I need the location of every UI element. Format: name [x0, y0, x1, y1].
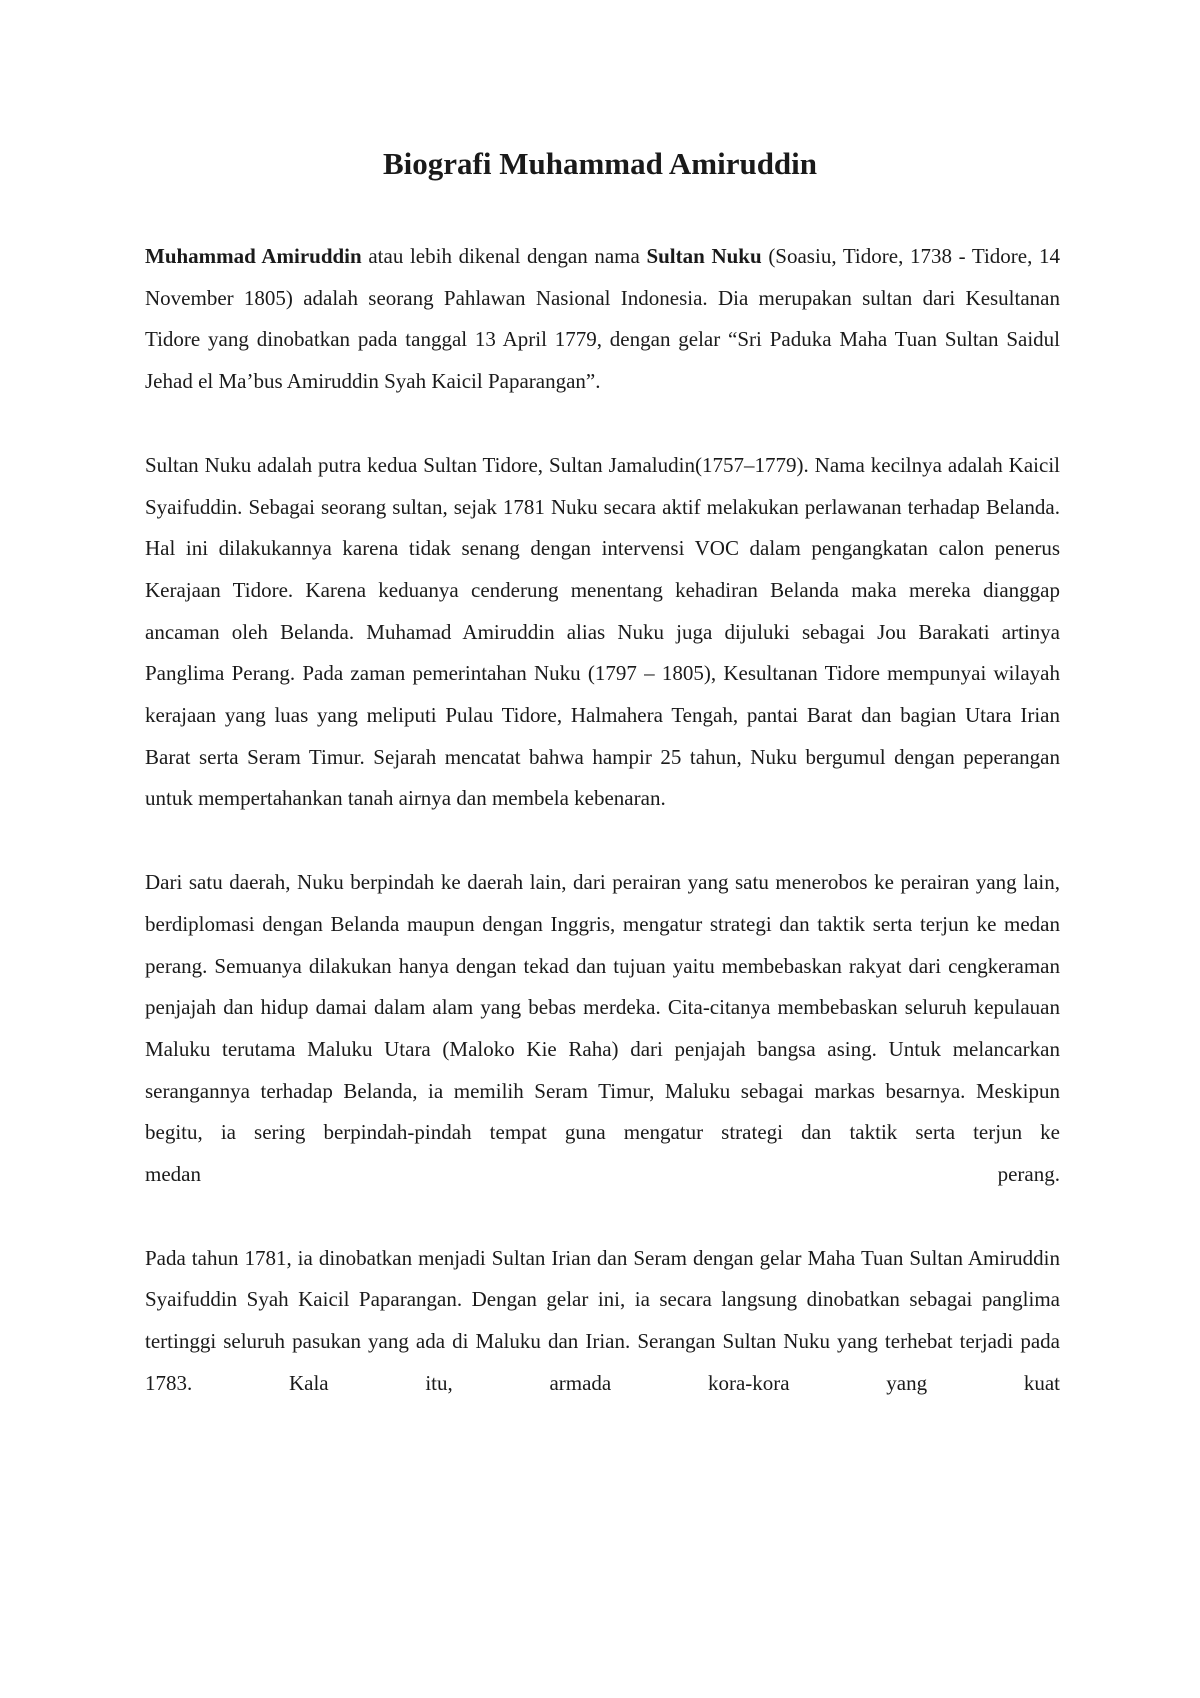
paragraph-3-last-left: medan — [145, 1162, 201, 1187]
subject-alias: Sultan Nuku — [646, 244, 762, 268]
document-title: Biografi Muhammad Amiruddin — [382, 146, 818, 181]
paragraph-3-text: Dari satu daerah, Nuku berpindah ke daerah lain, dari perairan yang satu menerobos ke perairan yang lain, berdiplomasi dengan Belanda maupun dengan Inggris, mengatur strategi dan taktik serta terjun ke medan perang. Semuanya dilakukan hanya dengan tekad dan tujuan yaitu membebaskan rakyat dari cengkeraman penjajah dan hidup damai dalam alam yang bebas merdeka. Cita-citanya membebaskan seluruh kepulauan Maluku terutama Maluku Utara (Maloko Kie Raha) dari penjajah bangsa asing. Untuk melancarkan serangannya terhadap Belanda, ia memilih Seram Timur, Maluku sebagai markas besarnya. Meskipun begitu, ia sering berpindah-pindah tempat guna mengatur strategi dan taktik serta terjun ke — [145, 870, 1060, 1145]
paragraph-3 — [145, 862, 1060, 1196]
paragraph-1 — [145, 236, 1060, 403]
paragraph-1-text-a: atau lebih dikenal dengan nama — [361, 244, 647, 268]
paragraph-3-last-line — [145, 1154, 1060, 1196]
document-body — [145, 236, 1060, 1447]
paragraph-1-text-b: (Soasiu, Tidore, 1738 - Tidore, 14 November 1805) adalah seorang Pahlawan Nasional Indonesia. Dia merupakan sultan dari Kesultanan Tidore yang dinobatkan pada tanggal 13 April 1779, dengan gelar “Sri Paduka Maha Tuan Sultan Saidul Jehad el Ma’bus Amiruddin Syah Kaicil Paparangan”. — [145, 244, 1060, 394]
paragraph-3-last-right: perang. — [997, 1162, 1060, 1187]
paragraph-4: Pada tahun 1781, ia dinobatkan menjadi Sultan Irian dan Seram dengan gelar Maha Tuan Sultan Amiruddin Syaifuddin Syah Kaicil Paparangan. Dengan gelar ini, ia secara langsung dinobatkan sebagai panglima tertinggi seluruh pasukan yang ada di Maluku dan Irian. Serangan Sultan Nuku yang terhebat terjadi pada 1783. Kala itu, armada kora-kora yang kuat — [145, 1245, 1060, 1395]
paragraph-2: Sultan Nuku adalah putra kedua Sultan Tidore, Sultan Jamaludin(1757–1779). Nama kecilnya adalah Kaicil Syaifuddin. Sebagai seorang sultan, sejak 1781 Nuku secara aktif melakukan perlawanan terhadap Belanda. Hal ini dilakukannya karena tidak senang dengan intervensi VOC dalam pengangkatan calon penerus Kerajaan Tidore. Karena keduanya cenderung menentang kehadiran Belanda maka mereka dianggap ancaman oleh Belanda. Muhamad Amiruddin alias Nuku juga dijuluki sebagai Jou Barakati artinya Panglima Perang. Pada zaman pemerintahan Nuku (1797 – 1805), Kesultanan Tidore mempunyai wilayah kerajaan yang luas yang meliputi Pulau Tidore, Halmahera Tengah, pantai Barat dan bagian Utara Irian Barat serta Seram Timur. Sejarah mencatat bahwa hampir 25 tahun, Nuku bergumul dengan peperangan untuk mempertahankan tanah airnya dan membela kebenaran. — [145, 452, 1060, 811]
subject-name: Muhammad Amiruddin — [145, 244, 362, 268]
